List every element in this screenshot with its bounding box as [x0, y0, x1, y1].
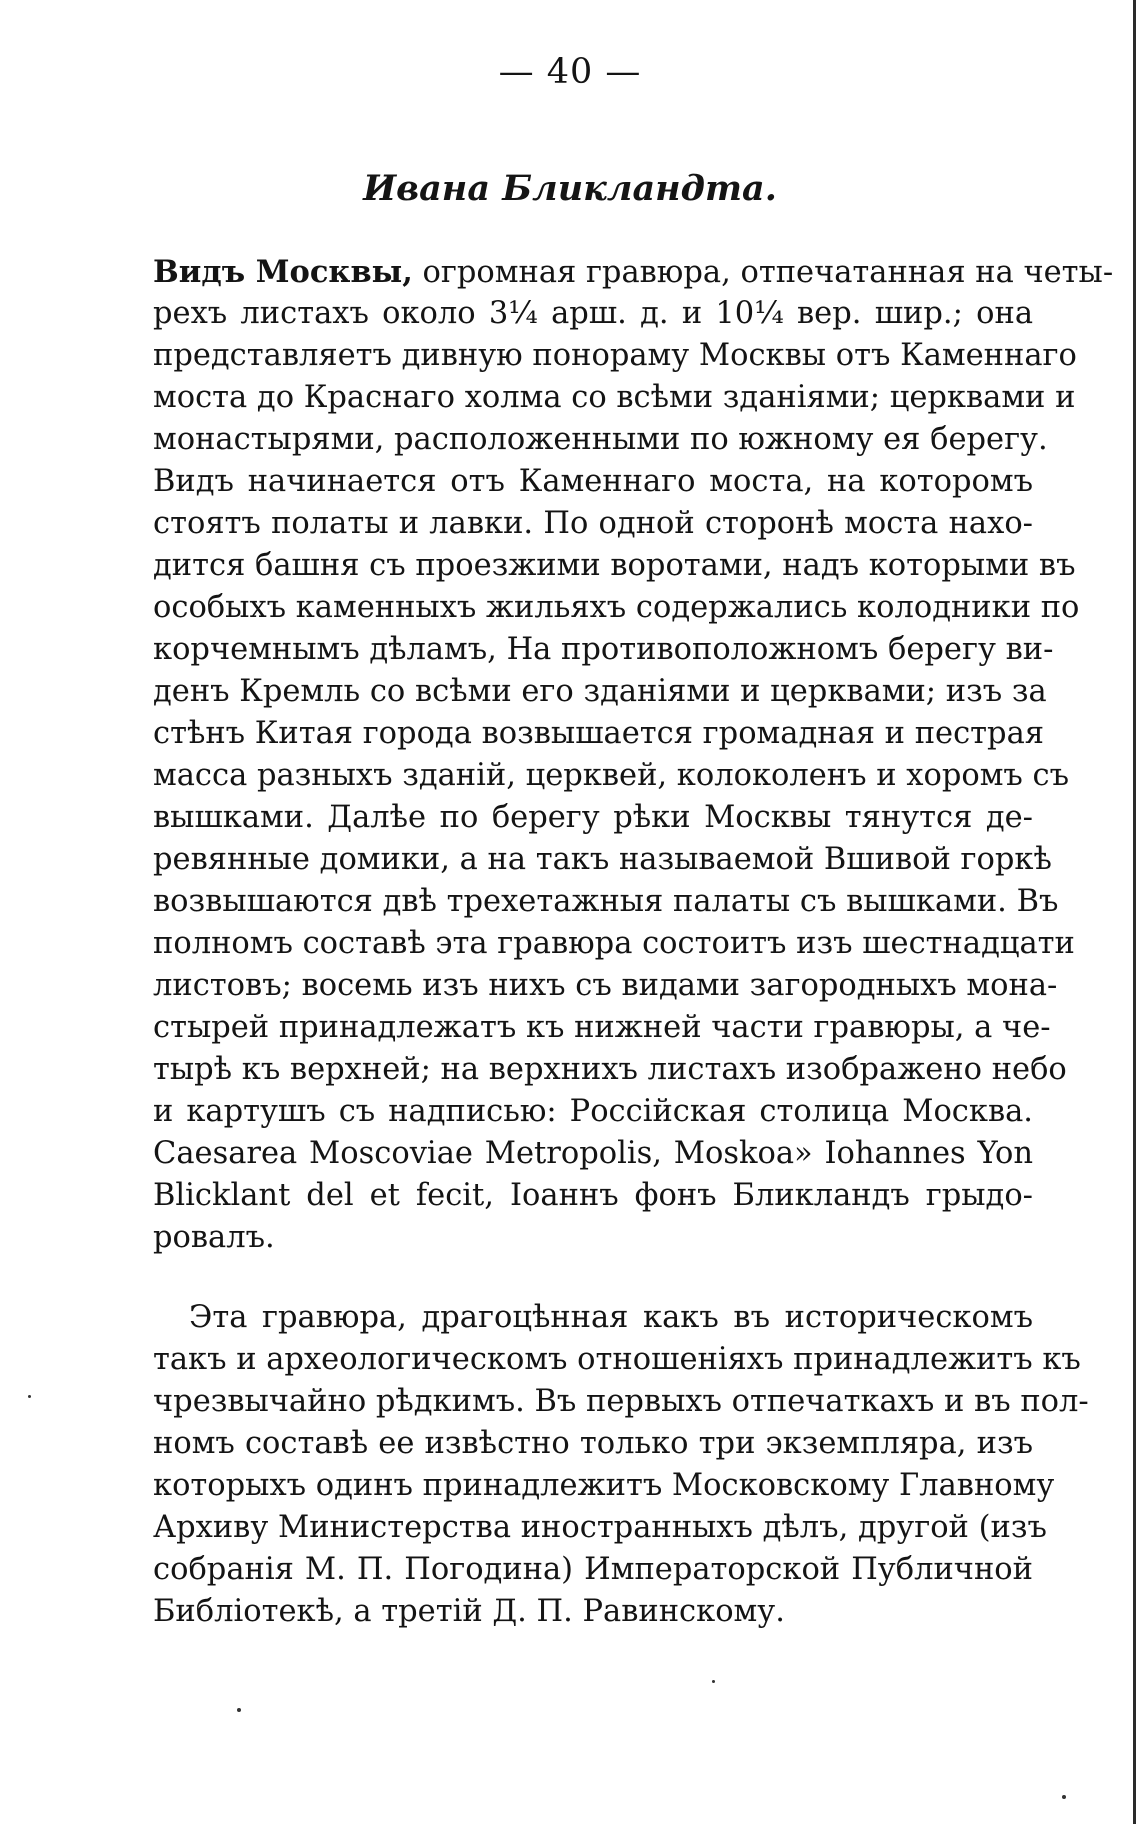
paragraph-line: листовъ; восемь изъ нихъ съ видами загородныхъ мона-	[153, 968, 1058, 1003]
paragraph-line: Эта гравюра, драгоцѣнная какъ въ историческомъ	[189, 1300, 1033, 1335]
paragraph-line: которыхъ одинъ принадлежитъ Московскому Главному	[153, 1468, 1055, 1503]
paragraph-lead: Видъ Москвы,	[153, 254, 413, 290]
paragraph-line: ровалъ.	[153, 1220, 275, 1255]
paragraph-line: моста до Краснаго холма со всѣми зданіями; церквами и	[153, 380, 1076, 415]
paragraph-line: особыхъ каменныхъ жильяхъ содержались колодники по	[153, 590, 1080, 625]
paragraph-line	[153, 251, 1114, 293]
paragraph-line: стоятъ полаты и лавки. По одной сторонѣ моста нахо-	[153, 506, 1033, 541]
page-edge-rule	[1133, 0, 1136, 1824]
paragraph-line: Библіотекѣ, а третій Д. П. Равинскому.	[153, 1594, 785, 1629]
section-heading: Ивана Бликландта.	[363, 168, 777, 209]
paragraph-line-text: огромная гравюра, отпечатанная на четы-	[422, 255, 1114, 290]
paragraph-line: денъ Кремль со всѣми его зданіями и церквами; изъ за	[153, 674, 1047, 709]
paragraph-line: Архиву Министерства иностранныхъ дѣлъ, другой (изъ	[153, 1510, 1047, 1545]
print-speck	[28, 1395, 31, 1398]
paragraph-line: такъ и археологическомъ отношеніяхъ принадлежитъ къ	[153, 1342, 1081, 1377]
paragraph-line: рехъ листахъ около 3¼ арш. д. и 10¼ вер. шир.; она	[153, 296, 1033, 331]
page-number: — 40 —	[498, 52, 642, 92]
paragraph-line: и картушъ съ надписью: Россійская столица Москва.	[153, 1094, 1033, 1129]
paragraph-1	[153, 251, 1114, 1259]
paragraph-line: Blicklant del et fecit, Іоаннъ фонъ Бликландъ грыдо-	[153, 1178, 1033, 1213]
paragraph-line: возвышаются двѣ трехетажныя палаты съ вышками. Въ	[153, 884, 1059, 919]
paragraph-line: полномъ составѣ эта гравюра состоитъ изъ шестнадцати	[153, 926, 1075, 961]
print-speck	[237, 1708, 241, 1712]
paragraph-line: номъ составѣ ее извѣстно только три экземпляра, изъ	[153, 1426, 1033, 1461]
paragraph-2	[153, 1297, 1089, 1633]
paragraph-line: представляетъ дивную понораму Москвы отъ Каменнаго	[153, 338, 1077, 373]
paragraph-line: корчемнымъ дѣламъ, На противоположномъ берегу ви-	[153, 632, 1054, 667]
paragraph-line: стѣнъ Китая города возвышается громадная и пестрая	[153, 716, 1044, 751]
paragraph-line: дится башня съ проезжими воротами, надъ которыми въ	[153, 548, 1076, 583]
paragraph-line: монастырями, расположенными по южному ея берегу.	[153, 422, 1048, 457]
paragraph-line: вышками. Далѣе по берегу рѣки Москвы тянутся де-	[153, 800, 1033, 835]
paragraph-line: тырѣ къ верхней; на верхнихъ листахъ изображено небо	[153, 1052, 1067, 1087]
paragraph-line: чрезвычайно рѣдкимъ. Въ первыхъ отпечаткахъ и въ пол-	[153, 1384, 1089, 1419]
print-speck	[712, 1680, 715, 1683]
paragraph-line: стырей принадлежатъ къ нижней части гравюры, а че-	[153, 1010, 1051, 1045]
print-speck	[1062, 1795, 1066, 1799]
paragraph-line: собранія М. П. Погодина) Императорской Публичной	[153, 1552, 1033, 1587]
paragraph-line: ревянные домики, а на такъ называемой Вшивой горкѣ	[153, 842, 1052, 877]
paragraph-line: Caesarea Moscoviae Metropolis, Moskoa» Iohannes Yon	[153, 1136, 1033, 1171]
paragraph-line: Видъ начинается отъ Каменнаго моста, на которомъ	[153, 464, 1033, 499]
paragraph-line: масса разныхъ зданій, церквей, колоколенъ и хоромъ съ	[153, 758, 1070, 793]
